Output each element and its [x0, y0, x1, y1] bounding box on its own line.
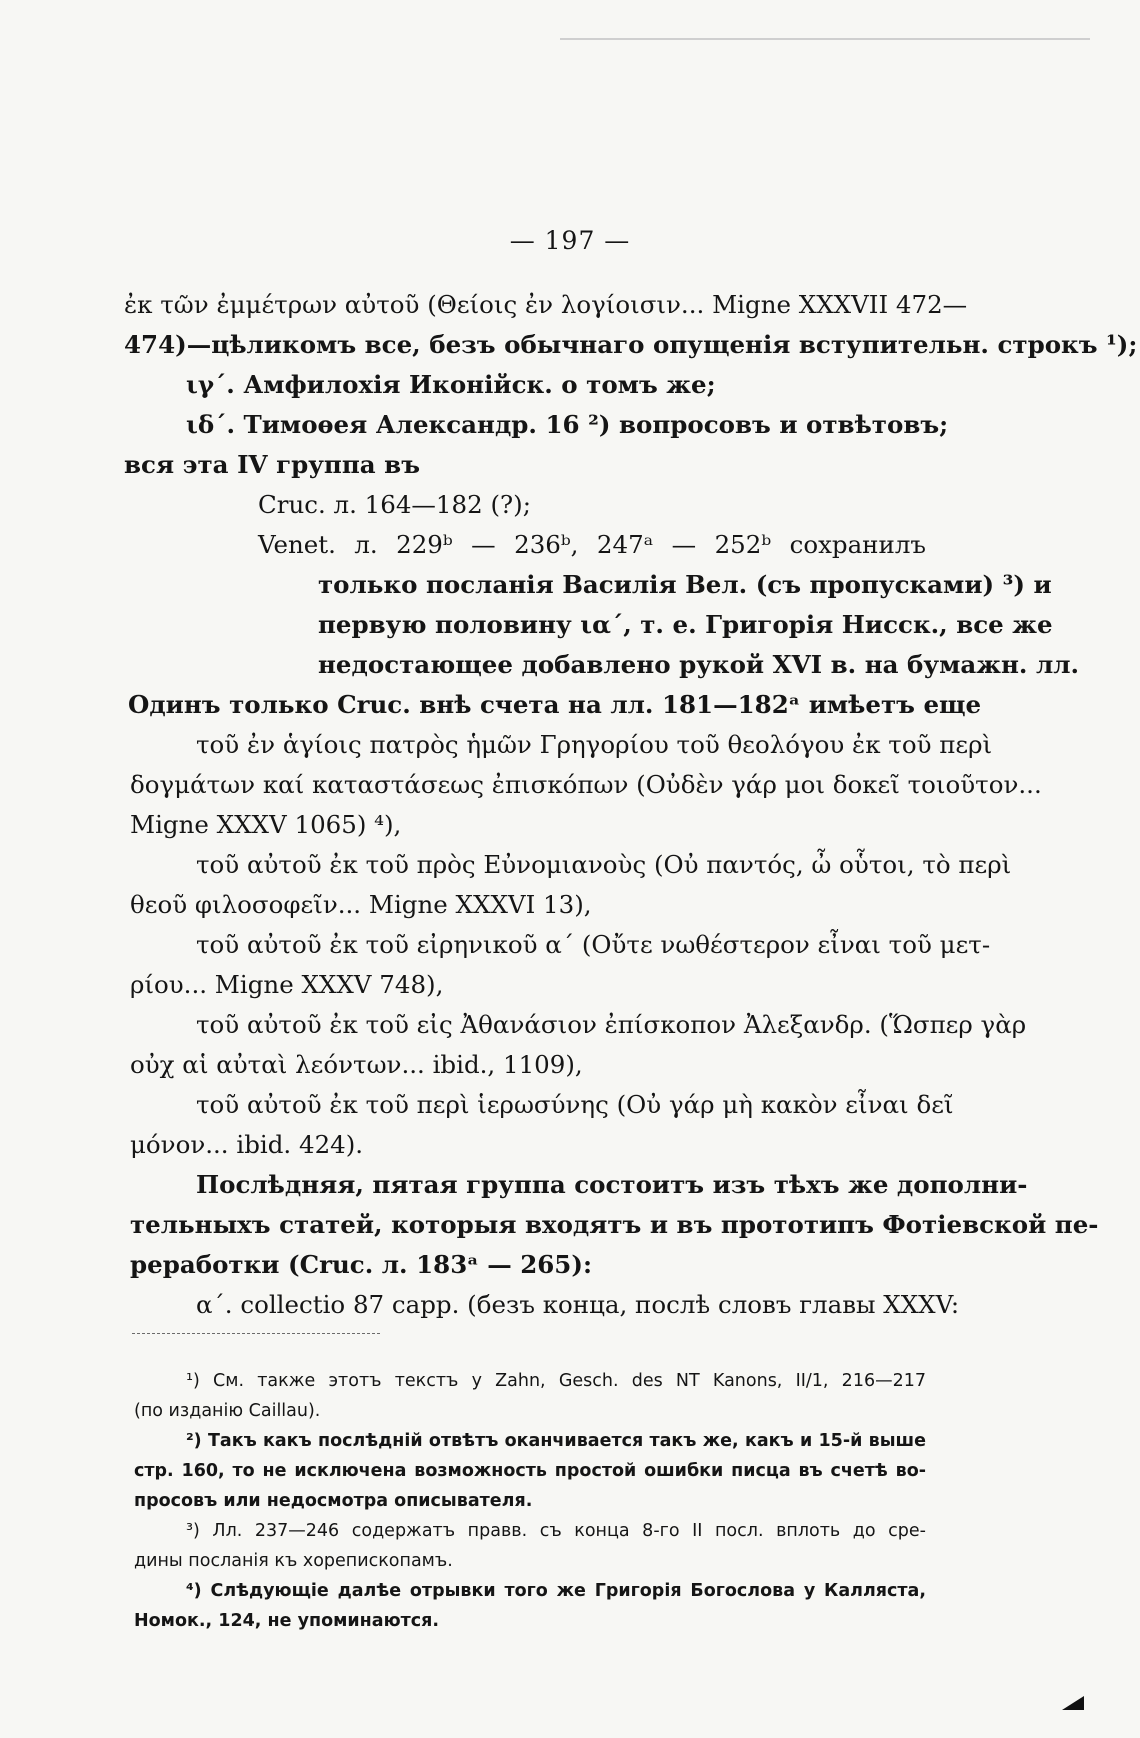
text-line: α΄. collectio 87 capp. (безъ конца, послѣ словъ главы XXXV:	[196, 1290, 960, 1319]
footnote-line: просовъ или недосмотра описывателя.	[134, 1491, 533, 1511]
text-line: вся эта IV группа въ	[124, 450, 420, 479]
footnote-line: дины посланія къ хорепископамъ.	[134, 1551, 453, 1571]
text-line: Venet. л. 229ᵇ — 236ᵇ, 247ᵃ — 252ᵇ сохранилъ	[258, 530, 926, 559]
scan-corner-mark	[1062, 1696, 1084, 1710]
text-line: τοῦ ἐν ἁγίοις πατρὸς ἡμῶν Γρηγορίου τοῦ θεολόγου ἐκ τοῦ περὶ	[196, 730, 993, 759]
text-line: ρίου... Migne XXXV 748),	[130, 970, 444, 999]
text-line: θεοῦ φιλοσοφεῖν... Migne XXXVI 13),	[130, 890, 592, 919]
footnote-line: (по изданію Caillau).	[134, 1401, 321, 1421]
text-line: Послѣдняя, пятая группа состоитъ изъ тѣхъ же дополни-	[196, 1170, 1028, 1199]
text-line: Cruc. л. 164—182 (?);	[258, 490, 531, 519]
text-line: δογμάτων καί καταστάσεως ἐπισκόπων (Οὐδὲν γάρ μοι δοκεῖ τοιοῦτον...	[130, 770, 1042, 799]
text-line: тельныхъ статей, которыя входятъ и въ прототипъ Фотіевской пе-	[130, 1210, 1099, 1239]
footnote-line: Номок., 124, не упоминаются.	[134, 1611, 439, 1631]
text-line: Migne XXXV 1065) ⁴),	[130, 810, 402, 839]
text-line: τοῦ αὐτοῦ ἐκ τοῦ εἰρηνικοῦ α΄ (Οὔτε νωθέστερον εἶναι τοῦ μετ-	[196, 930, 991, 959]
text-line: ιγ΄. Амфилохія Иконійск. о томъ же;	[186, 370, 716, 399]
footnote-line: ²) Такъ какъ послѣдній отвѣтъ оканчивается такъ же, какъ и 15-й выше	[186, 1431, 926, 1451]
text-line: ἐκ τῶν ἐμμέτρων αὐτοῦ (Θείοις ἐν λογίοισιν... Migne XXXVII 472—	[124, 290, 968, 319]
footnote-line: ⁴) Слѣдующіе далѣе отрывки того же Григорія Богослова у Калляста,	[186, 1581, 926, 1601]
text-line: τοῦ αὐτοῦ ἐκ τοῦ περὶ ἱερωσύνης (Οὐ γάρ μὴ κακὸν εἶναι δεῖ	[196, 1090, 954, 1119]
footnote-separator	[132, 1333, 380, 1334]
text-line: реработки (Cruc. л. 183ᵃ — 265):	[130, 1250, 592, 1279]
footnote-line: ¹) См. также этотъ текстъ у Zahn, Gesch. des NT Kanons, II/1, 216—217	[186, 1371, 926, 1391]
text-line: οὐχ αἱ αὐταὶ λεόντων... ibid., 1109),	[130, 1050, 583, 1079]
text-line: ιδ΄. Тимоѳея Александр. 16 ²) вопросовъ и отвѣтовъ;	[186, 410, 949, 439]
text-line: первую половину ια΄, т. е. Григорія Нисск., все же	[318, 610, 1053, 639]
text-line: Одинъ только Cruc. внѣ счета на лл. 181—182ᵃ имѣетъ еще	[128, 690, 982, 719]
footnote-line: стр. 160, то не исключена возможность простой ошибки писца въ счетѣ во-	[134, 1461, 926, 1481]
text-line: τοῦ αὐτοῦ ἐκ τοῦ πρὸς Εὐνομιανοὺς (Οὐ παντός, ὦ οὗτοι, τὸ περὶ	[196, 850, 1012, 879]
footnote-line: ³) Лл. 237—246 содержатъ правв. съ конца 8-го II посл. вплоть до сре-	[186, 1521, 926, 1541]
text-line: μόνον... ibid. 424).	[130, 1130, 364, 1159]
text-line: τοῦ αὐτοῦ ἐκ τοῦ εἰς Ἀθανάσιον ἐπίσκοπον Ἀλεξανδρ. (Ὥσπερ γὰρ	[196, 1010, 1027, 1039]
page-number: — 197 —	[509, 226, 631, 255]
page-edge-line	[560, 38, 1090, 40]
text-line: только посланія Василія Вел. (съ пропусками) ³) и	[318, 570, 1052, 599]
text-line: 474)—цѣликомъ все, безъ обычнаго опущенія вступительн. строкъ ¹);	[124, 330, 1138, 359]
text-line: недостающее добавлено рукой XVI в. на бумажн. лл.	[318, 650, 1080, 679]
